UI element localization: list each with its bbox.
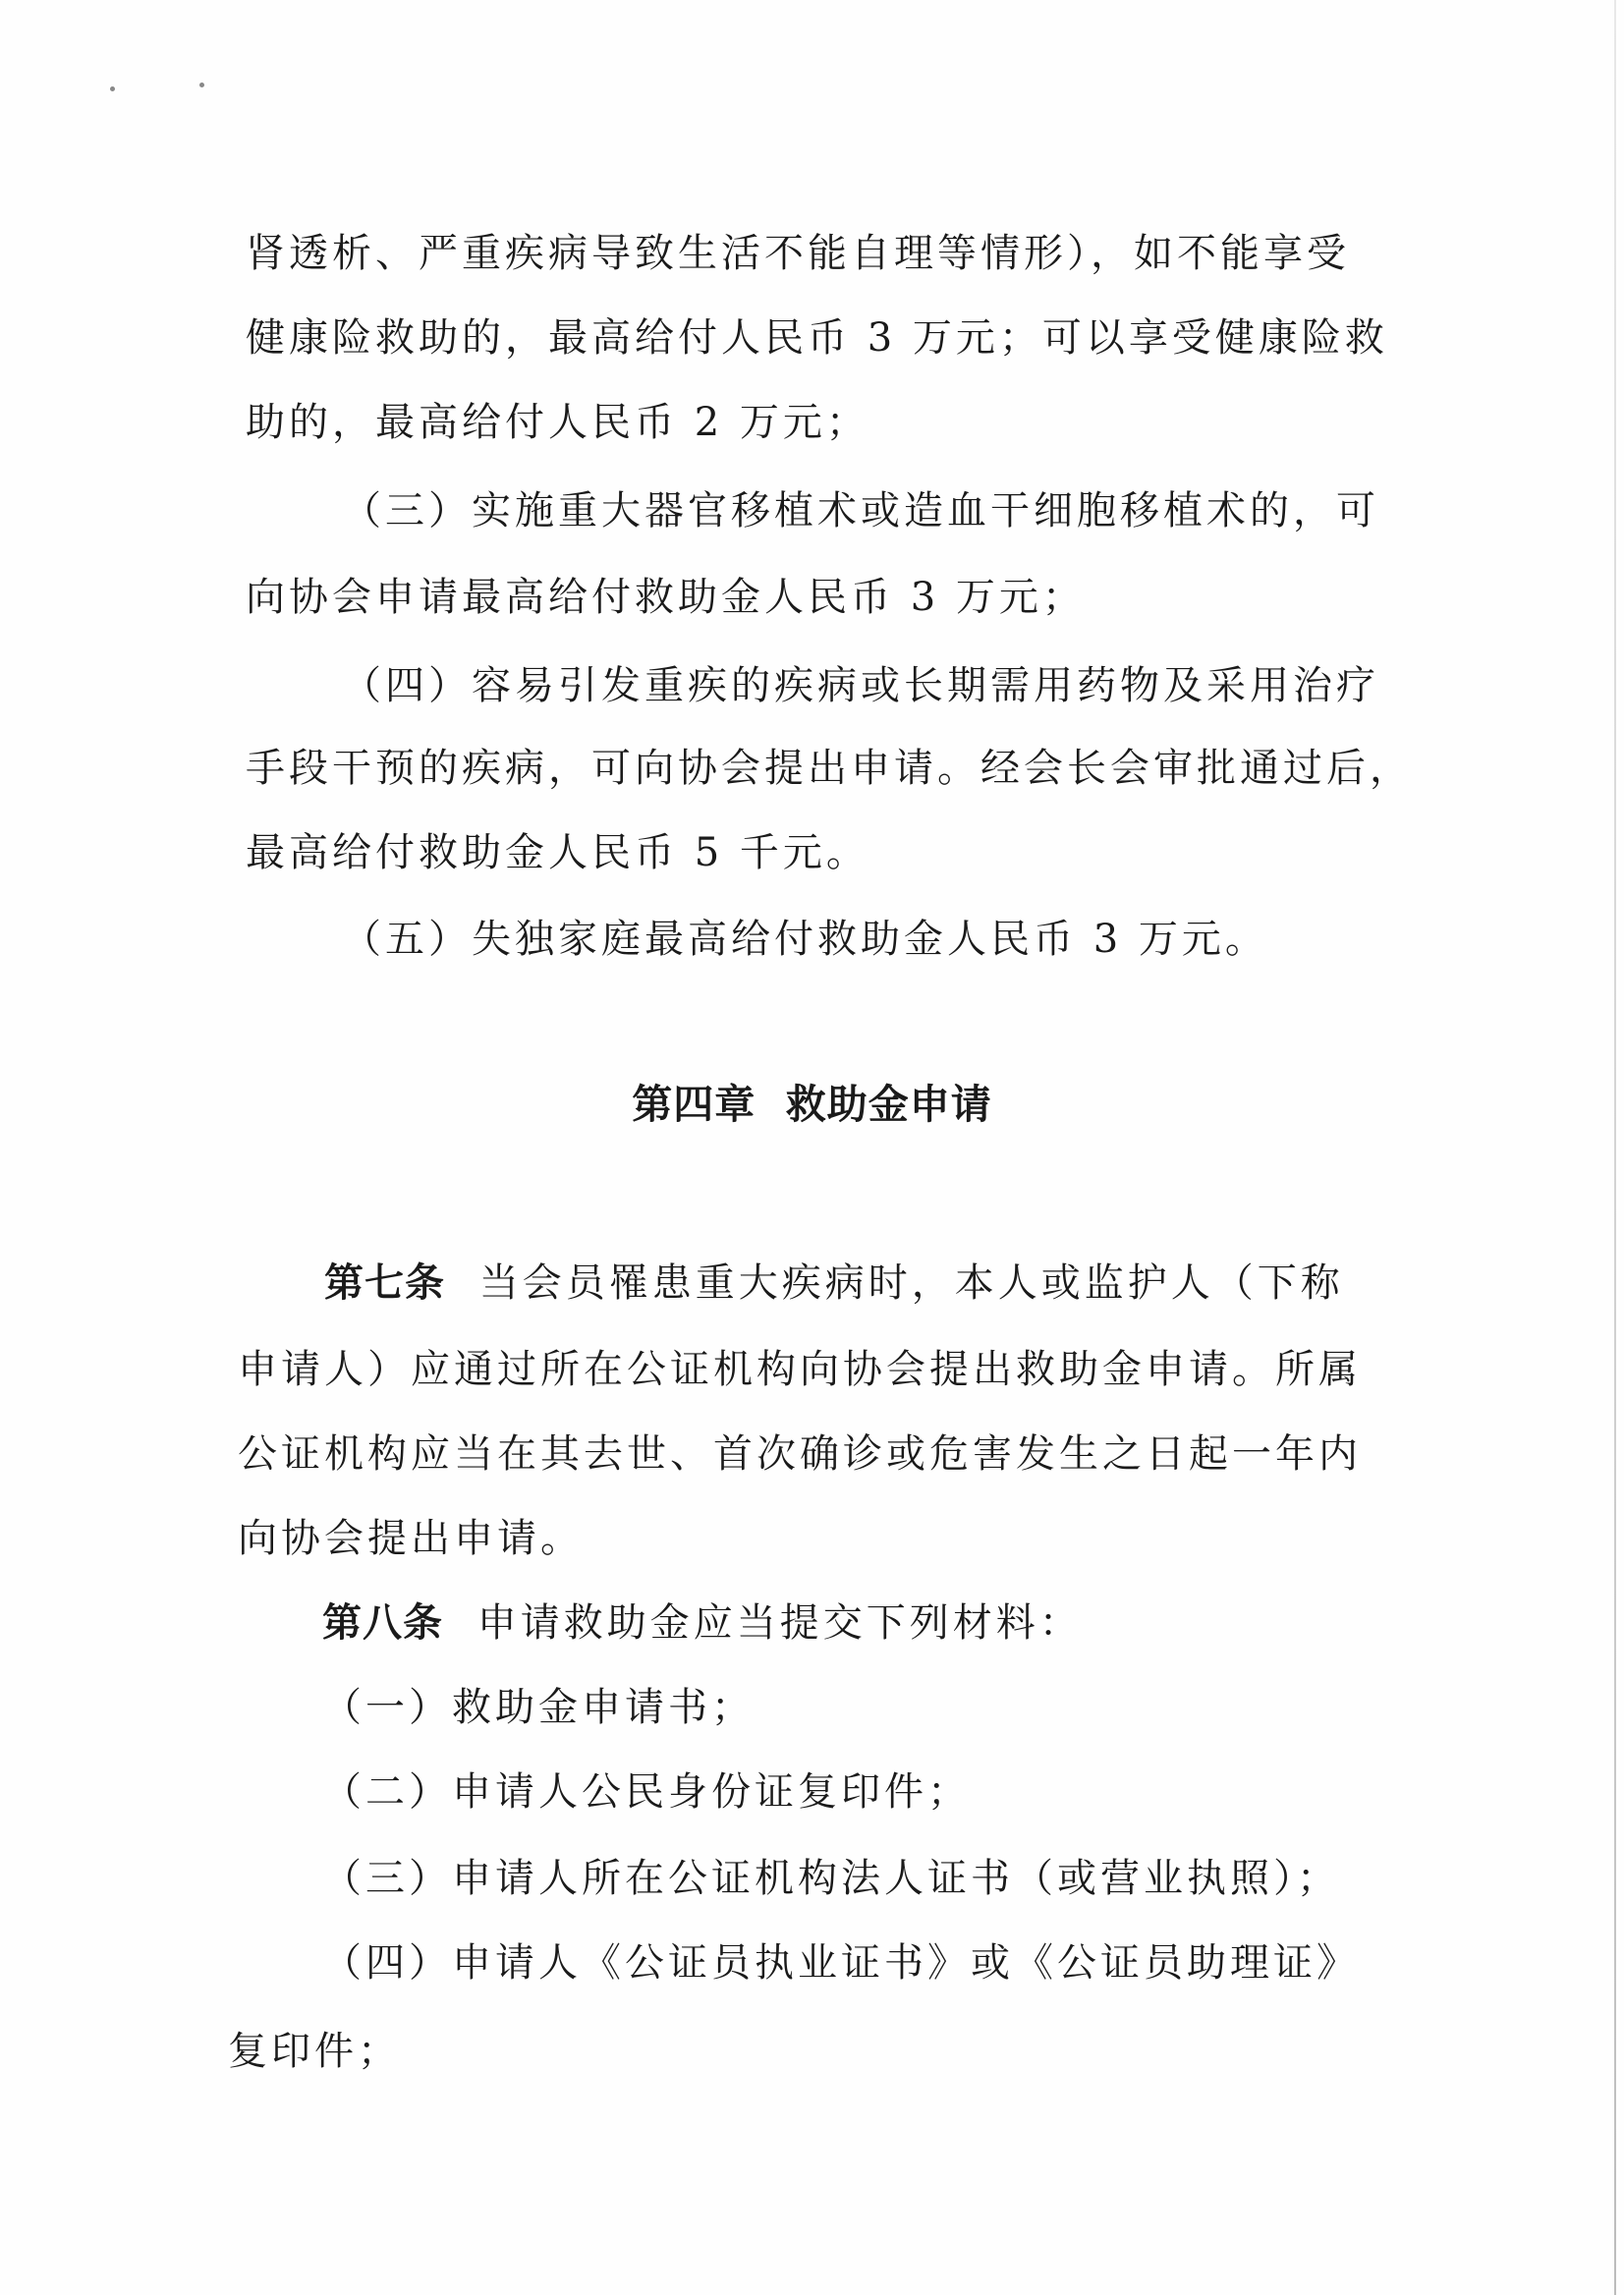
text-line: （三）实施重大器官移植术或造血干细胞移植术的，可 [342, 488, 1379, 533]
chapter-title: 第四章 救助金申请 [632, 1081, 992, 1128]
list-item: （四）申请人《公证员执业证书》或《公证员助理证》 [322, 1940, 1360, 1986]
article-7-first-line [324, 1259, 1344, 1307]
article-7-text: 当会员罹患重大疾病时，本人或监护人（下称 [478, 1260, 1344, 1306]
article-8-text: 申请救助金应当提交下列材料： [476, 1600, 1083, 1646]
list-item: （三）申请人所在公证机构法人证书（或营业执照）； [322, 1856, 1340, 1901]
text-line: 助的，最高给付人民币 2 万元； [246, 400, 869, 445]
list-item: 复印件； [228, 2029, 401, 2074]
article-8-first-line [322, 1599, 1083, 1647]
text-line: 向协会申请最高给付救助金人民币 3 万元； [246, 575, 1086, 620]
scan-speck [199, 83, 204, 87]
text-line: 肾透析、严重疾病导致生活不能自理等情形），如不能享受 [246, 231, 1350, 276]
list-item: （二）申请人公民身份证复印件； [322, 1769, 971, 1815]
text-line: 健康险救助的，最高给付人民币 3 万元；可以享受健康险救 [246, 315, 1388, 361]
text-line: （五）失独家庭最高给付救助金人民币 3 万元。 [342, 917, 1268, 962]
text-line: 申请人）应通过所在公证机构向协会提出救助金申请。所属 [238, 1347, 1362, 1392]
article-8-label: 第八条 [322, 1600, 443, 1646]
scan-page-edge [1614, 0, 1616, 2295]
list-item: （一）救助金申请书； [322, 1685, 755, 1730]
text-line: 最高给付救助金人民币 5 千元。 [246, 830, 869, 875]
scan-speck [110, 86, 115, 91]
article-7-label: 第七条 [324, 1260, 445, 1306]
text-line: 向协会提出申请。 [238, 1516, 584, 1561]
text-line: 手段干预的疾病，可向协会提出申请。经会长会审批通过后， [246, 746, 1413, 791]
text-line: 公证机构应当在其去世、首次确诊或危害发生之日起一年内 [238, 1431, 1362, 1477]
text-line: （四）容易引发重疾的疾病或长期需用药物及采用治疗 [342, 663, 1379, 708]
